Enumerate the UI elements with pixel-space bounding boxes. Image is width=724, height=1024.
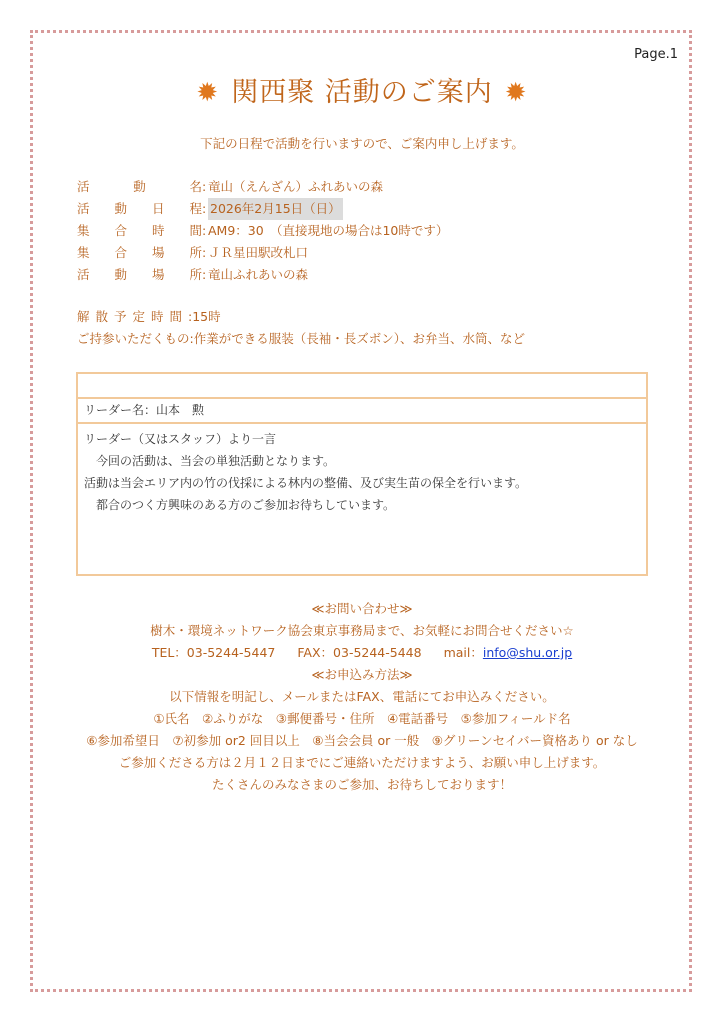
office-text: 樹木・環境ネットワーク協会東京事務局まで、お気軽にお問合せください☆ [150,623,574,638]
detail-label [77,264,202,286]
detail-value: 竜山ふれあいの森 [208,267,309,282]
label-char: 動 [114,201,127,216]
detail-value-highlighted: 2026年2月15日（日） [208,198,343,220]
apply-line: ⑥参加希望日 ⑦初参加 or2 回目以上 ⑧当会会員 or 一般 ⑨グリーンセイバー資格あり or なし [86,733,638,748]
contact-numbers [0,642,724,664]
label-char: 集 [77,223,90,238]
detail-row [77,176,448,198]
label-char: 程 [189,201,202,216]
apply-line: ①氏名 ②ふりがな ③郵便番号・住所 ④電話番号 ⑤参加フィールド名 [153,711,571,726]
label-char: 時 [151,223,165,238]
message-line: 活動は当会エリア内の竹の伐採による林内の整備、及び実生苗の保全を行います。 [84,476,528,490]
box-header-row [78,374,646,399]
belongings-row [77,328,525,350]
apply-line: たくさんのみなさまのご参加、お待ちしております！ [211,777,512,792]
detail-row [77,264,448,286]
label-char: 合 [114,245,127,260]
activity-details [77,176,448,286]
label-char: 場 [151,245,165,260]
colon: : [202,267,207,282]
detail-row [77,220,448,242]
page-title-area [0,70,724,109]
message-line: 今回の活動は、当会の単独活動となります。 [84,454,336,468]
colon: : [189,331,194,346]
detail-row [77,198,448,220]
colon: : [202,223,207,238]
detail-label [77,242,202,264]
detail-label [77,198,202,220]
dissolve-value: 15時 [192,309,221,324]
detail-value: AM9：30 （直接現地の場合は10時です） [208,223,449,238]
label-char: 間 [189,223,202,238]
detail-label [77,176,202,198]
colon: : [202,245,207,260]
label-char: 動 [114,267,127,282]
label-char: 所 [189,245,202,260]
message-line: 都合のつく方興味のある方のご参加お待ちしています。 [84,498,396,512]
sun-icon: ✹ [196,78,220,108]
dissolve-row [77,306,525,328]
detail-value: 竜山（えんざん）ふれあいの森 [208,179,384,194]
belongings-label: ご持参いただくもの [77,331,190,346]
apply-line: 以下情報を明記し、メールまたはFAX、電話にてお申込みください。 [169,689,555,704]
leader-name: リーダー名：山本 勲 [78,399,646,424]
colon: : [188,309,193,324]
apply-heading: ≪お申込み方法≫ [311,667,413,682]
label-char: 活 [77,179,90,194]
detail-label [77,220,202,242]
label-char: 動 [133,179,146,194]
extra-details [77,306,525,350]
label-char: 合 [114,223,127,238]
page-title: 関西聚 活動のご案内 [231,77,493,108]
leader-message [78,424,646,520]
label-char: 所 [189,267,202,282]
apply-line: ご参加くださる方は２月１２日までにご連絡いただけますよう、お願い申し上げます。 [118,755,606,770]
tel-number: TEL：03-5244-5447 [151,645,276,660]
colon: : [202,179,207,194]
message-title: リーダー（又はスタッフ）より一言 [84,432,277,446]
label-char: 活 [77,267,90,282]
label-char: 活 [77,201,90,216]
detail-row [77,242,448,264]
email-link[interactable]: info@shu.or.jp [482,645,573,660]
label-char: 場 [151,267,165,282]
dissolve-label: 解散予定時間 [77,309,189,324]
mail-label: mail： [443,645,483,660]
inquiry-heading: ≪お問い合わせ≫ [311,601,413,616]
contact-section [0,598,724,796]
label-char: 日 [151,201,165,216]
fax-number: FAX：03-5244-5448 [297,645,422,660]
page-number: Page.1 [634,47,678,62]
sun-icon: ✹ [504,78,528,108]
colon: : [202,201,207,216]
leader-message-box [76,372,648,576]
label-char: 集 [77,245,90,260]
detail-value: ＪＲ星田駅改札口 [208,245,309,260]
label-char: 名 [189,179,202,194]
belongings-value: 作業ができる服装（長袖・長ズボン）、お弁当、水筒、など [193,331,525,346]
intro-text: 下記の日程で活動を行いますので、ご案内申し上げます。 [200,136,524,151]
